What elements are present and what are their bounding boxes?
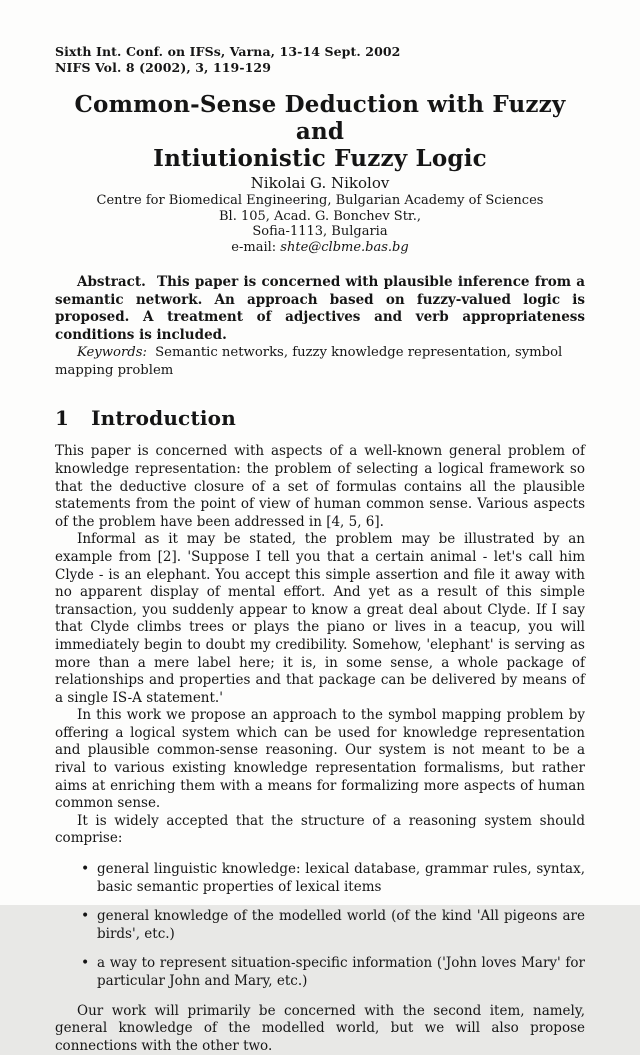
keywords-line (55, 344, 585, 379)
email-label: e-mail: (231, 239, 277, 255)
paragraph-intro-4: It is widely accepted that the structure of a reasoning system should comprise: (55, 812, 585, 847)
volume-line: NIFS Vol. 8 (2002), 3, 119-129 (55, 60, 272, 75)
closing-paragraph: Our work will primarily be concerned with the second item, namely, general knowledge of the modelled world, but we will also propose connections with the other two. (55, 1002, 585, 1054)
author-name: Nikolai G. Nikolov (250, 174, 390, 193)
paragraph-intro-3: In this work we propose an approach to the symbol mapping problem by offering a logical system which can be used for knowledge representation and plausible common-sense reasoning. Our system is not meant to be a rival to various existing knowledge representation formalisms, but rather aims at enriching them with a means for formalizing more aspects of human common sense. (55, 707, 585, 812)
keywords-label: Keywords: (77, 345, 147, 361)
list-item-linguistic-knowledge: • general linguistic knowledge: lexical database, grammar rules, syntax, basic semantic properties of lexical items (97, 861, 585, 896)
list-item-situation-information: • a way to represent situation-specific information ('John loves Mary' for particular John and Mary, etc.) (97, 955, 585, 990)
list-item-world-knowledge: • general knowledge of the modelled world (of the kind 'All pigeons are birds', etc.) (97, 908, 585, 943)
keywords-text: Semantic networks, fuzzy knowledge representation, symbol mapping problem (55, 345, 563, 378)
conference-line: Sixth Int. Conf. on IFSs, Varna, 13-14 Sept. 2002 (55, 44, 401, 59)
section-number: 1 (55, 406, 70, 431)
section-title: Introduction (91, 406, 236, 431)
bullet-list (55, 861, 585, 991)
header-note (55, 44, 585, 76)
paper-title-line1: Common-Sense Deduction with Fuzzy and (74, 91, 566, 146)
email-line (55, 240, 585, 256)
affiliation-line-street: Bl. 105, Acad. G. Bonchev Str., (218, 208, 421, 224)
paragraph-intro-2: Informal as it may be stated, the problem may be illustrated by an example from [2]. 'Suppose I tell you that a certain animal - let's call him Clyde - is an elephant. You accept this simple assertion and file it away with no apparent display of mental effort. And yet as a result of this simple transaction, you suddenly appear to know a great deal about Clyde. If I say that Clyde climbs trees or plays the piano or lives in a teacup, you will immediately begin to doubt my credibility. Somehow, 'elephant' is serving as more than a mere label here; it is, in some sense, a whole package of relationships and properties and that package can be delivered by means of a single IS-A statement.' (55, 531, 585, 706)
paper-title-line2: Intiutionistic Fuzzy Logic (153, 145, 487, 173)
affiliation-block (55, 193, 585, 255)
paragraph-intro-1: This paper is concerned with aspects of a well-known general problem of knowledge representation: the problem of selecting a logical framework so that the deductive closure of a set of formulas contains all the plausible statements from the point of view of human common sense. Various aspects of the problem have been addressed in [4, 5, 6]. (55, 443, 585, 530)
abstract-text: This paper is concerned with plausible inference from a semantic network. An approach based on fuzzy-valued logic is proposed. A treatment of adjectives and verb appropriateness conditions is included. (55, 274, 585, 343)
paper-title (55, 91, 585, 172)
section-heading-introduction (55, 406, 585, 430)
abstract-label: Abstract. (77, 274, 146, 291)
affiliation-line-city: Sofia-1113, Bulgaria (252, 224, 388, 240)
abstract-paragraph (55, 274, 585, 344)
affiliation-line-institute: Centre for Biomedical Engineering, Bulgarian Academy of Sciences (96, 193, 544, 209)
email-address: shte@clbme.bas.bg (280, 239, 409, 255)
